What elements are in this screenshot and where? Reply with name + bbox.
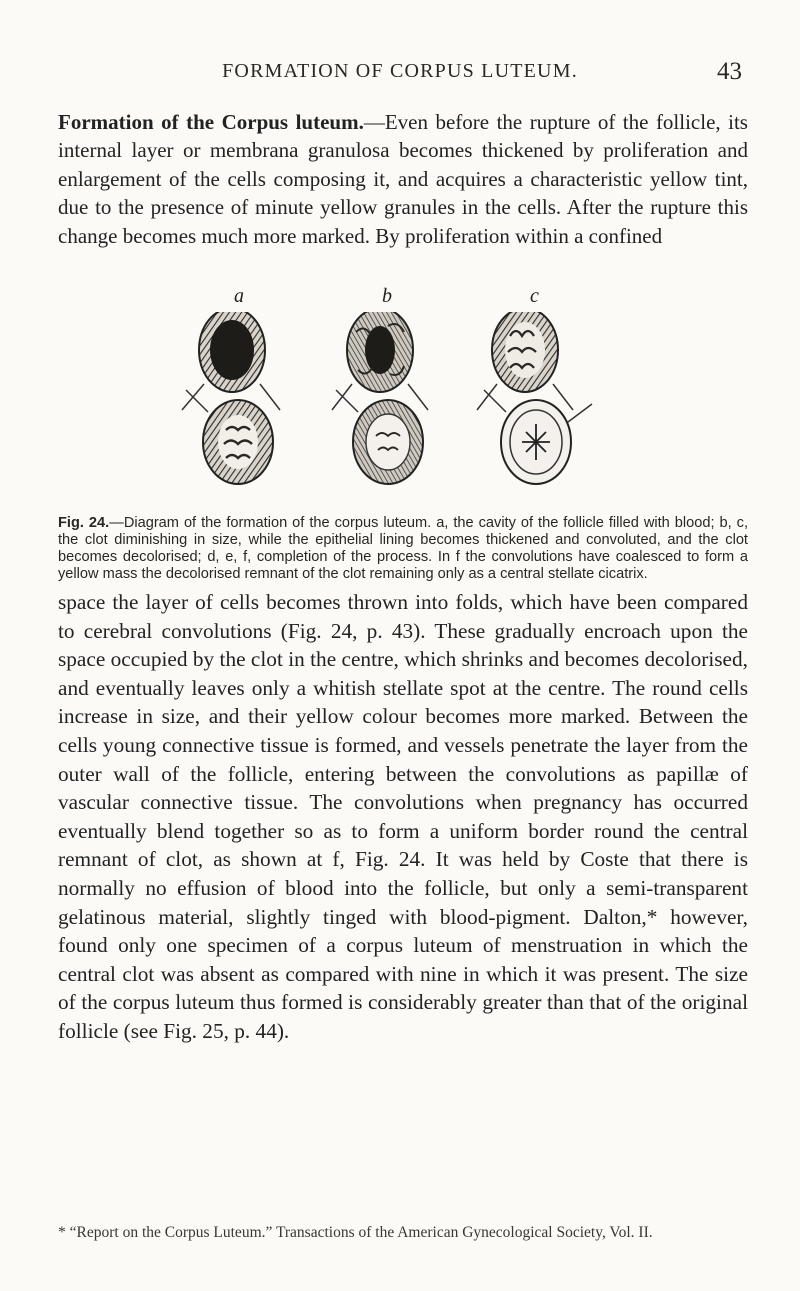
label-c-text: c xyxy=(530,285,539,307)
footnote: * “Report on the Corpus Luteum.” Transactions of the American Gynecological Society, Vol. II. xyxy=(58,1224,653,1241)
follicle-e xyxy=(336,390,423,484)
paragraph-1 xyxy=(58,108,748,250)
label-b-text: b xyxy=(382,285,392,307)
running-title: FORMATION OF CORPUS LUTEUM. xyxy=(222,60,578,82)
paragraph-1-text: —Even before the rupture of the follicle, its internal layer or membrana granulosa becomes thickened by proliferation and enlargement of the cells composing it, and acquires a characteristic yellow tint, due to the presence of minute yellow granules in the cells. After the rupture this change becomes much more marked. By proliferation within a confined xyxy=(58,110,748,248)
figure-reference: Fig. 24. xyxy=(58,515,110,531)
section-heading: Formation of the Corpus luteum. xyxy=(58,110,364,134)
page-number: 43 xyxy=(717,58,742,85)
figure-caption xyxy=(58,515,748,583)
figure-row-2 xyxy=(58,312,748,512)
follicle-d xyxy=(186,390,273,484)
running-header xyxy=(0,58,800,92)
paragraph-2: space the layer of cells becomes thrown into folds, which have been compared to cerebral convolutions (Fig. 24, p. 43). These gradually encroach upon the space occupied by the clot in the centre, which shrinks and becomes decolorised, and eventually leaves only a whitish stellate spot at the centre. The round cells increase in size, and their yellow colour becomes more marked. Between the cells young connective tissue is formed, and vessels penetrate the layer from the outer wall of the follicle, entering between the convolutions as papillæ of vascular connective tissue. The convolutions when pregnancy has occurred eventually blend together so as to form a uniform border round the central remnant of clot, as shown at f, Fig. 24. It was held by Coste that there is normally no effusion of blood into the follicle, but only a semi-transparent gelatinous material, slightly tinged with blood-pigment. Dalton,* however, found only one specimen of a corpus luteum of menstruation in which the central clot was absent as compared with nine in which it was present. The size of the corpus luteum thus formed is considerably greater than that of the original follicle (see Fig. 25, p. 44). xyxy=(58,590,748,1043)
follicle-f xyxy=(484,390,592,484)
label-a-text: a xyxy=(234,285,244,307)
figure-caption-text: —Diagram of the formation of the corpus luteum. a, the cavity of the follicle filled with blood; b, c, the clot diminishing in size, while the epithelial lining becomes thickened and convoluted, and the clot becomes decolorised; d, e, f, completion of the process. In f the convolutions have coalesced to form a yellow mass the decolorised remnant of the clot remaining only as a central stellate cicatrix. xyxy=(58,515,749,582)
